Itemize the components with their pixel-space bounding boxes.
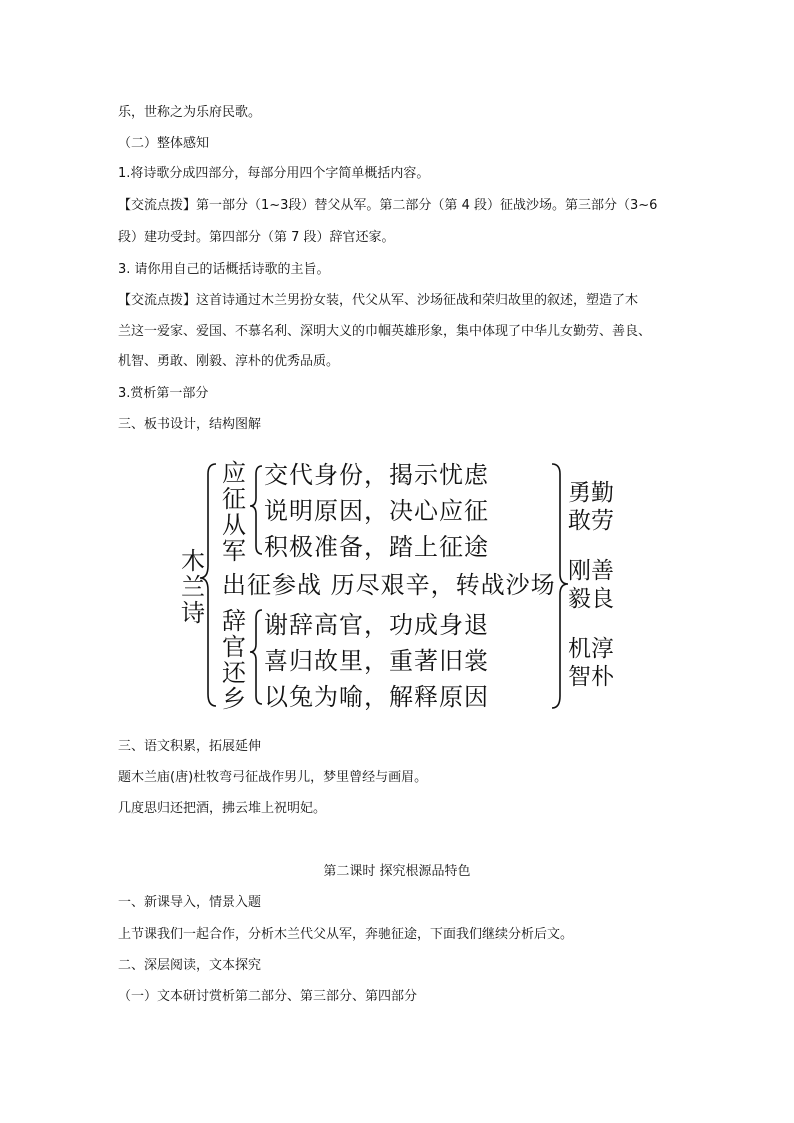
group3-item-3: 以兔为喻，解释原因 [264,683,489,711]
diagram-root-text: 木兰诗 [181,547,205,627]
group-label-return [221,608,247,712]
reading-subheading: （一）文本研讨赏析第二部分、第三部分、第四部分 [118,989,418,1004]
group1-item-1: 交代身份，揭示忧虑 [264,461,489,489]
group3-item-1: 谢辞高官，功成身退 [264,611,489,639]
paragraph-answer-2b: 兰这一爱家、爱国、不慕名利、深明大义的巾帼英雄形象，集中体现了中华儿女勤劳、善良、 [118,324,652,339]
paragraph-appreciation: 3.赏析第一部分 [118,386,209,401]
paragraph-1: 乐，世称之为乐府民歌。 [118,105,262,120]
quality-3: 刚善 [568,558,614,584]
paragraph-answer-1b: 段）建功受封。第四部分（第 7 段）辞官还家。 [118,230,395,245]
structure-diagram [180,458,614,718]
section-heading-reading: 二、深层阅读，文本探究 [118,958,262,973]
diagram-root-label [180,548,206,626]
poem-line-2: 几度思归还把酒，拂云堆上祝明妃。 [118,801,327,816]
section-heading-intro: 一、新课导入，情景入题 [118,895,262,910]
paragraph-question-3: 3. 请你用自己的话概括诗歌的主旨。 [118,262,330,277]
section-heading-accumulation: 三、语文积累，拓展延伸 [118,739,262,754]
group1-item-3: 积极准备，踏上征途 [264,533,489,561]
quality-4: 毅良 [568,586,614,612]
lesson-title: 第二课时 探究根源品特色 [323,864,471,879]
group-label-enlist [221,460,247,564]
intro-paragraph: 上节课我们一起合作，分析木兰代父从军，奔驰征途，下面我们继续分析后文。 [118,927,574,942]
section-heading-board: 三、板书设计，结构图解 [118,417,262,432]
quality-6: 智朴 [568,664,614,690]
quality-1: 勇勤 [568,480,614,506]
middle-row: 出征参战 历尽艰辛，转战沙场 [222,571,556,599]
group1-item-2: 说明原因，决心应征 [264,497,489,525]
group-label-enlist-text: 应征从军 [222,459,246,565]
paragraph-answer-2c: 机智、勇敢、刚毅、淳朴的优秀品质。 [118,354,340,369]
poem-line-1: 题木兰庙(唐)杜牧弯弓征战作男儿，梦里曾经与画眉。 [118,770,428,785]
quality-2: 敢劳 [568,508,614,534]
paragraph-answer-2a: 【交流点拨】这首诗通过木兰男扮女装，代父从军、沙场征战和荣归故里的叙述，塑造了木 [118,293,639,308]
paragraph-answer-1a: 【交流点拨】第一部分（1~3段）替父从军。第二部分（第 4 段）征战沙场。第三部分（3~6 [118,198,658,213]
quality-5: 机淳 [568,636,614,662]
group-label-return-text: 辞官还乡 [222,607,246,713]
paragraph-question-1: 1.将诗歌分成四部分，每部分用四个字简单概括内容。 [118,166,430,181]
group3-item-2: 喜归故里，重著旧裳 [264,647,489,675]
section-heading-overall: （二）整体感知 [118,136,210,151]
